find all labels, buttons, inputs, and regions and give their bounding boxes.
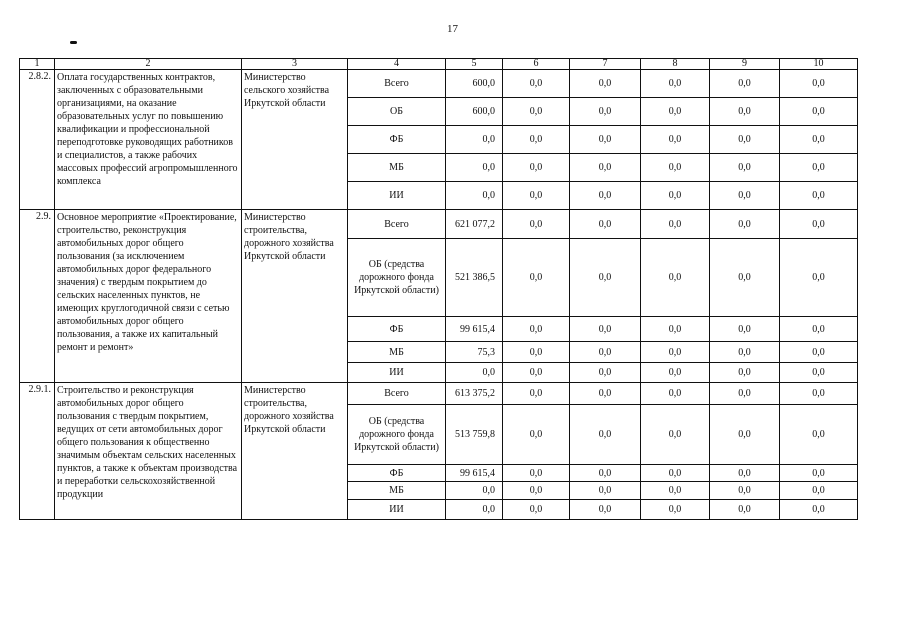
- amount-col-10: 0,0: [780, 405, 858, 465]
- table-row: [20, 383, 858, 405]
- amount-col-5: 0,0: [446, 182, 503, 210]
- funding-source: Всего: [348, 70, 446, 98]
- table-row: [20, 70, 858, 98]
- amount-col-5: 521 386,5: [446, 239, 503, 317]
- amount-col-8: 0,0: [641, 342, 710, 363]
- amount-col-8: 0,0: [641, 482, 710, 500]
- item-executor: Министерство сельского хозяйства Иркутской области: [242, 70, 348, 210]
- col-header: 3: [242, 59, 348, 70]
- amount-col-7: 0,0: [570, 154, 641, 182]
- amount-col-9: 0,0: [710, 482, 780, 500]
- ink-mark: [70, 41, 77, 44]
- amount-col-10: 0,0: [780, 182, 858, 210]
- amount-col-8: 0,0: [641, 405, 710, 465]
- funding-source: ИИ: [348, 500, 446, 520]
- col-header: 10: [780, 59, 858, 70]
- amount-col-8: 0,0: [641, 154, 710, 182]
- item-name: Строительство и реконструкция автомобильных дорог общего пользования с твердым покрытием, ведущих от сети автомобильных дорог общего пользования к общественно значимым объектам сельских населенных пунктов, а также к объектам производства и переработки сельскохозяйственной продукции: [55, 383, 242, 520]
- amount-col-6: 0,0: [503, 126, 570, 154]
- amount-col-7: 0,0: [570, 210, 641, 239]
- funding-source: ФБ: [348, 126, 446, 154]
- amount-col-5: 621 077,2: [446, 210, 503, 239]
- header-row: [20, 59, 858, 70]
- amount-col-6: 0,0: [503, 465, 570, 482]
- amount-col-10: 0,0: [780, 383, 858, 405]
- col-header: 8: [641, 59, 710, 70]
- amount-col-9: 0,0: [710, 383, 780, 405]
- amount-col-6: 0,0: [503, 342, 570, 363]
- amount-col-10: 0,0: [780, 98, 858, 126]
- amount-col-5: 0,0: [446, 154, 503, 182]
- amount-col-7: 0,0: [570, 239, 641, 317]
- amount-col-9: 0,0: [710, 210, 780, 239]
- amount-col-5: 0,0: [446, 126, 503, 154]
- amount-col-9: 0,0: [710, 154, 780, 182]
- amount-col-10: 0,0: [780, 210, 858, 239]
- funding-source: ОБ: [348, 98, 446, 126]
- amount-col-7: 0,0: [570, 342, 641, 363]
- amount-col-8: 0,0: [641, 70, 710, 98]
- amount-col-7: 0,0: [570, 70, 641, 98]
- col-header: 1: [20, 59, 55, 70]
- col-header: 7: [570, 59, 641, 70]
- amount-col-7: 0,0: [570, 383, 641, 405]
- funding-source: ФБ: [348, 317, 446, 342]
- amount-col-5: 99 615,4: [446, 317, 503, 342]
- amount-col-8: 0,0: [641, 210, 710, 239]
- amount-col-6: 0,0: [503, 317, 570, 342]
- amount-col-10: 0,0: [780, 500, 858, 520]
- amount-col-8: 0,0: [641, 500, 710, 520]
- col-header: 4: [348, 59, 446, 70]
- funding-source: ОБ (средства дорожного фонда Иркутской области): [348, 239, 446, 317]
- amount-col-10: 0,0: [780, 363, 858, 383]
- amount-col-9: 0,0: [710, 98, 780, 126]
- amount-col-5: 75,3: [446, 342, 503, 363]
- amount-col-10: 0,0: [780, 239, 858, 317]
- amount-col-7: 0,0: [570, 500, 641, 520]
- amount-col-7: 0,0: [570, 98, 641, 126]
- funding-table: [19, 58, 858, 520]
- amount-col-10: 0,0: [780, 317, 858, 342]
- amount-col-5: 0,0: [446, 363, 503, 383]
- funding-source: ОБ (средства дорожного фонда Иркутской области): [348, 405, 446, 465]
- amount-col-6: 0,0: [503, 182, 570, 210]
- amount-col-8: 0,0: [641, 317, 710, 342]
- amount-col-9: 0,0: [710, 70, 780, 98]
- amount-col-6: 0,0: [503, 239, 570, 317]
- amount-col-8: 0,0: [641, 98, 710, 126]
- amount-col-6: 0,0: [503, 383, 570, 405]
- amount-col-8: 0,0: [641, 239, 710, 317]
- amount-col-10: 0,0: [780, 126, 858, 154]
- amount-col-8: 0,0: [641, 363, 710, 383]
- amount-col-9: 0,0: [710, 342, 780, 363]
- amount-col-10: 0,0: [780, 482, 858, 500]
- amount-col-10: 0,0: [780, 465, 858, 482]
- amount-col-6: 0,0: [503, 98, 570, 126]
- amount-col-7: 0,0: [570, 482, 641, 500]
- amount-col-8: 0,0: [641, 383, 710, 405]
- funding-source: ИИ: [348, 363, 446, 383]
- col-header: 6: [503, 59, 570, 70]
- amount-col-5: 0,0: [446, 500, 503, 520]
- funding-source: МБ: [348, 154, 446, 182]
- amount-col-7: 0,0: [570, 182, 641, 210]
- funding-source: ИИ: [348, 182, 446, 210]
- amount-col-6: 0,0: [503, 500, 570, 520]
- amount-col-9: 0,0: [710, 239, 780, 317]
- amount-col-6: 0,0: [503, 405, 570, 465]
- amount-col-9: 0,0: [710, 405, 780, 465]
- amount-col-7: 0,0: [570, 405, 641, 465]
- amount-col-6: 0,0: [503, 70, 570, 98]
- amount-col-5: 513 759,8: [446, 405, 503, 465]
- funding-source: МБ: [348, 482, 446, 500]
- amount-col-7: 0,0: [570, 465, 641, 482]
- item-code: 2.9.: [20, 210, 55, 383]
- amount-col-6: 0,0: [503, 363, 570, 383]
- funding-source: Всего: [348, 210, 446, 239]
- amount-col-5: 0,0: [446, 482, 503, 500]
- funding-source: ФБ: [348, 465, 446, 482]
- table-row: [20, 210, 858, 239]
- amount-col-8: 0,0: [641, 465, 710, 482]
- amount-col-10: 0,0: [780, 342, 858, 363]
- amount-col-7: 0,0: [570, 126, 641, 154]
- amount-col-9: 0,0: [710, 126, 780, 154]
- amount-col-9: 0,0: [710, 500, 780, 520]
- item-code: 2.8.2.: [20, 70, 55, 210]
- amount-col-8: 0,0: [641, 182, 710, 210]
- item-name: Оплата государственных контрактов, заключенных с образовательными организациями, на оказание образовательных услуг по повышению квалификации и профессиональной переподготовке руководящих работников и специалистов, а также рабочих массовых профессий агропромышленного комплекса: [55, 70, 242, 210]
- amount-col-7: 0,0: [570, 317, 641, 342]
- amount-col-9: 0,0: [710, 465, 780, 482]
- amount-col-8: 0,0: [641, 126, 710, 154]
- amount-col-9: 0,0: [710, 182, 780, 210]
- amount-col-9: 0,0: [710, 363, 780, 383]
- item-executor: Министерство строительства, дорожного хозяйства Иркутской области: [242, 210, 348, 383]
- amount-col-5: 613 375,2: [446, 383, 503, 405]
- amount-col-10: 0,0: [780, 154, 858, 182]
- amount-col-6: 0,0: [503, 210, 570, 239]
- item-name: Основное мероприятие «Проектирование, строительство, реконструкция автомобильных дорог общего пользования (за исключением автомобильных дорог федерального значения) с твердым покрытием до сельских населенных пунктов, не имеющих круглогодичной связи с сетью автомобильных дорог общего пользования, а также их капитальный ремонт и ремонт»: [55, 210, 242, 383]
- item-executor: Министерство строительства, дорожного хозяйства Иркутской области: [242, 383, 348, 520]
- col-header: 9: [710, 59, 780, 70]
- amount-col-7: 0,0: [570, 363, 641, 383]
- page-number: 17: [447, 23, 458, 35]
- amount-col-5: 600,0: [446, 98, 503, 126]
- amount-col-9: 0,0: [710, 317, 780, 342]
- amount-col-10: 0,0: [780, 70, 858, 98]
- amount-col-6: 0,0: [503, 482, 570, 500]
- item-code: 2.9.1.: [20, 383, 55, 520]
- amount-col-6: 0,0: [503, 154, 570, 182]
- funding-source: МБ: [348, 342, 446, 363]
- amount-col-5: 600,0: [446, 70, 503, 98]
- col-header: 5: [446, 59, 503, 70]
- col-header: 2: [55, 59, 242, 70]
- amount-col-5: 99 615,4: [446, 465, 503, 482]
- funding-source: Всего: [348, 383, 446, 405]
